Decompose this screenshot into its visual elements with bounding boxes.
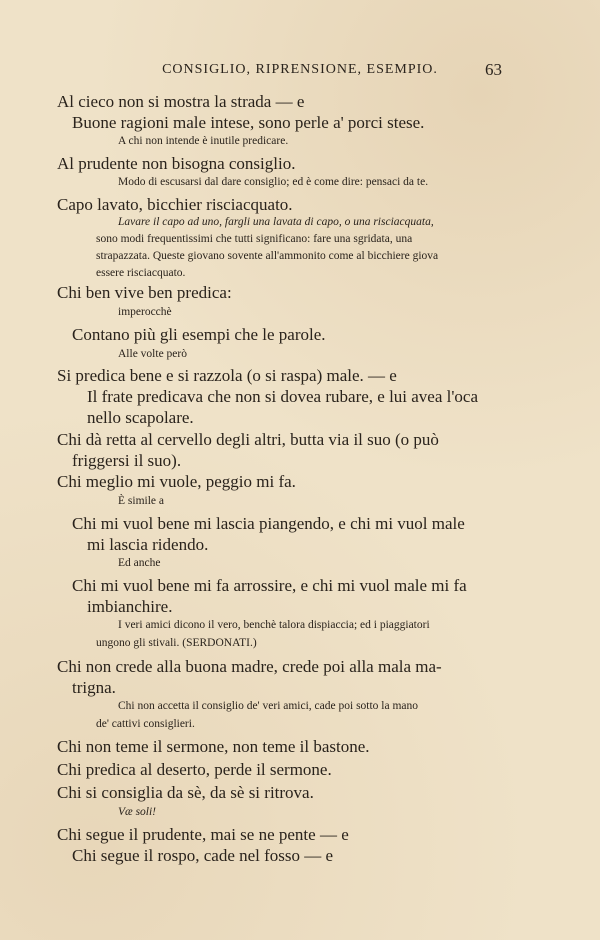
commentary-line: imperocchè <box>118 306 172 318</box>
proverb-line: Chi non teme il sermone, non teme il bastone. <box>57 737 370 756</box>
proverb-line: Al cieco non si mostra la strada — e <box>57 92 305 111</box>
commentary-line: A chi non intende è inutile predicare. <box>118 135 289 147</box>
proverb-line: friggersi il suo). <box>72 451 182 470</box>
commentary-line: Lavare il capo ad uno, fargli una lavata di capo, o una risciacquata, <box>118 216 434 228</box>
commentary-line: Væ soli! <box>118 806 157 818</box>
proverb-line: Chi si consiglia da sè, da sè si ritrova. <box>57 783 314 802</box>
commentary-line: I veri amici dicono il vero, benchè talora dispiaccia; ed i piaggiatori <box>118 619 430 631</box>
proverb-line: trigna. <box>72 678 116 697</box>
proverb-line: Capo lavato, bicchier risciacquato. <box>57 195 293 214</box>
proverb-line: Chi meglio mi vuole, peggio mi fa. <box>57 472 296 491</box>
proverb-line: Chi dà retta al cervello degli altri, butta via il suo (o può <box>57 430 439 449</box>
commentary-line: Alle volte però <box>118 348 187 360</box>
proverb-line: Chi ben vive ben predica: <box>57 283 232 302</box>
proverb-line: Chi mi vuol bene mi fa arrossire, e chi mi vuol male mi fa <box>72 576 467 595</box>
proverb-line: Buone ragioni male intese, sono perle a' porci stese. <box>72 113 425 132</box>
proverb-line: imbianchire. <box>87 597 173 616</box>
proverb-line: Si predica bene e si razzola (o si raspa) male. — e <box>57 366 397 385</box>
commentary-line: Chi non accetta il consiglio de' veri amici, cade poi sotto la mano <box>118 700 419 712</box>
proverb-line: Chi non crede alla buona madre, crede poi alla mala ma- <box>57 657 442 676</box>
commentary-line: Modo di escusarsi dal dare consiglio; ed è come dire: pensaci da te. <box>118 176 429 188</box>
proverb-line: Il frate predicava che non si dovea rubare, e lui avea l'oca <box>87 387 479 406</box>
proverb-line: Chi segue il prudente, mai se ne pente — e <box>57 825 349 844</box>
commentary-line: Ed anche <box>118 557 161 569</box>
proverb-line: nello scapolare. <box>87 408 194 427</box>
page-number: 63 <box>485 60 502 79</box>
proverb-line: mi lascia ridendo. <box>87 535 209 554</box>
commentary-line: È simile a <box>118 495 164 507</box>
proverb-line: Chi predica al deserto, perde il sermone. <box>57 760 332 779</box>
proverb-line: Chi segue il rospo, cade nel fosso — e <box>72 846 334 865</box>
proverb-line: Contano più gli esempi che le parole. <box>72 325 326 344</box>
running-header: CONSIGLIO, RIPRENSIONE, ESEMPIO. <box>162 62 438 77</box>
commentary-line: de' cattivi consiglieri. <box>96 718 195 730</box>
commentary-line: strapazzata. Queste giovano sovente all'ammonito come al bicchiere giova <box>96 250 439 262</box>
commentary-line: sono modi frequentissimi che tutti significano: fare una sgridata, una <box>96 233 413 245</box>
proverb-line: Al prudente non bisogna consiglio. <box>57 154 296 173</box>
commentary-line: ungono gli stivali. (SERDONATI.) <box>96 637 257 649</box>
commentary-line: essere risciacquato. <box>96 267 186 279</box>
proverb-line: Chi mi vuol bene mi lascia piangendo, e chi mi vuol male <box>72 514 465 533</box>
